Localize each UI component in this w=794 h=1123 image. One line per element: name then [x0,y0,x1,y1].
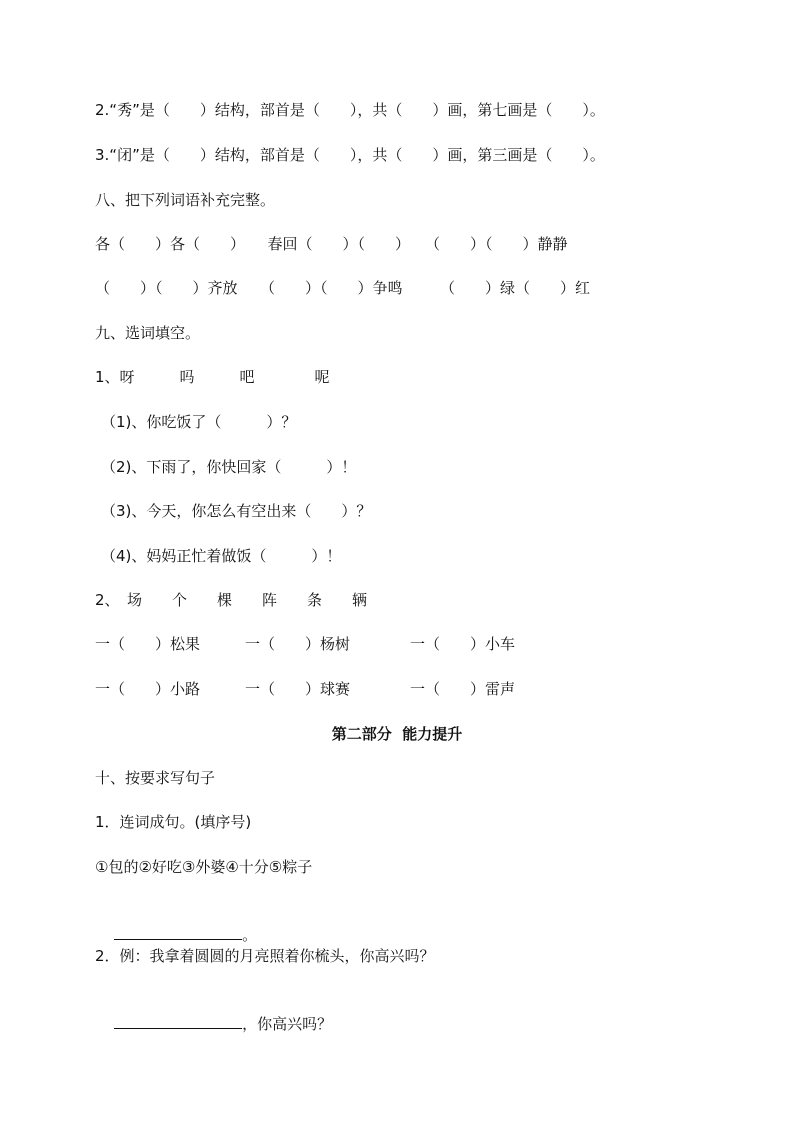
section-9-2-row-2: 一（ ）小路 一（ ）球赛 一（ ）雷声 [95,680,516,698]
section-9-title: 九、选词填空。 [95,324,201,342]
answer-end-punct: 。 [242,926,258,944]
section-9-2-words: 2、 场 个 棵 阵 条 辆 [95,591,368,609]
section-9-1-words: 1、呀 吗 吧 呢 [95,368,330,386]
answer-suffix: ，你高兴吗？ [242,1015,333,1033]
question-7-3: 3.“闭”是（ ）结构，部首是（ ），共（ ）画，第三画是（ ）。 [95,146,605,164]
section-9-1-item-4: （4)、妈妈正忙着做饭（ ）！ [101,547,342,565]
section-10-title: 十、按要求写句子 [95,769,216,787]
section-8-row-1: 各（ ）各（ ） 春回（ ）（ ） （ ）（ ）静静 [95,235,568,253]
answer-blank[interactable] [114,1012,242,1029]
section-10-1: 1．连词成句。(填序号) [95,813,252,831]
section-9-1-item-1: （1)、你吃饭了（ ）？ [101,413,297,431]
answer-blank[interactable] [114,923,242,940]
question-7-2: 2.“秀”是（ ）结构，部首是（ ），共（ ）画，第七画是（ ）。 [95,101,605,119]
section-9-1-item-2: （2)、下雨了，你快回家（ ）！ [101,458,357,476]
answer-line-2 [95,992,332,1054]
section-9-2-row-1: 一（ ）松果 一（ ）杨树 一（ ）小车 [95,635,516,653]
section-9-1-item-3: （3)、今天，你怎么有空出来（ ）？ [101,502,372,520]
section-8-row-2: （ ）（ ）齐放 （ ）（ ）争鸣 （ ）绿（ ）红 [95,279,591,297]
section-10-2: 2．例：我拿着圆圆的月亮照着你梳头，你高兴吗？ [95,947,435,965]
part-2-title: 第二部分 能力提升 [331,725,463,743]
section-10-1-items: ①包的②好吃③外婆④十分⑤粽子 [95,858,313,876]
section-8-title: 八、把下列词语补充完整。 [95,191,276,209]
